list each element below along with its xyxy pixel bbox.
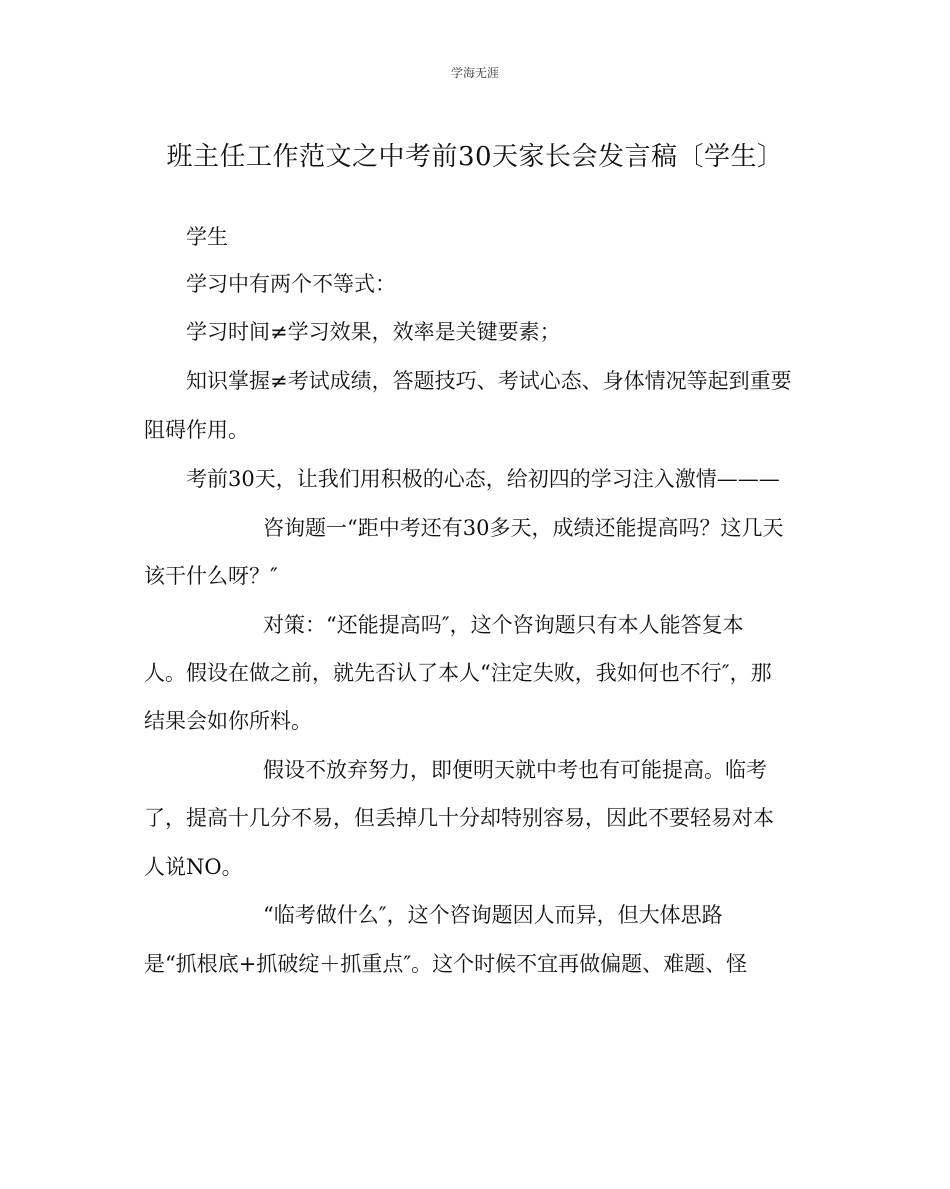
- document-title: 班主任工作范文之中考前30天家长会发言稿〔学生〕: [166, 142, 784, 172]
- paragraph-line: 该干什么呀？″: [144, 564, 278, 588]
- paragraph-line: 咨询题一“距中考还有30多天，成绩还能提高吗？这几天: [263, 516, 784, 540]
- paragraph-line: 结果会如你所料。: [144, 709, 312, 733]
- paragraph-line: 人说NO。: [144, 855, 243, 879]
- page-header: 学海无涯: [450, 66, 499, 80]
- paragraph-line: 学生: [186, 225, 228, 249]
- paragraph-line: 人。假设在做之前，就先否认了本人“注定失败，我如何也不行″，那: [144, 661, 772, 685]
- paragraph-line: 对策：“还能提高吗″，这个咨询题只有本人能答复本: [263, 613, 744, 637]
- paragraph-line: 知识掌握≠考试成绩，答题技巧、考试心态、身体情况等起到重要: [186, 369, 792, 393]
- paragraph-line: 学习中有两个不等式：: [186, 272, 396, 296]
- paragraph-line: 阻碍作用。: [144, 418, 249, 442]
- paragraph-line: “临考做什么″，这个咨询题因人而异，但大体思路: [263, 903, 723, 927]
- paragraph-line: 了，提高十几分不易，但丢掉几十分却特别容易，因此不要轻易对本: [144, 806, 774, 830]
- paragraph-line: 学习时间≠学习效果，效率是关键要素；: [186, 320, 561, 344]
- paragraph-line: 假设不放弃努力，即便明天就中考也有可能提高。临考: [263, 758, 767, 782]
- paragraph-line: 考前30天，让我们用积极的心态，给初四的学习注入激情———: [186, 467, 780, 491]
- paragraph-line: 是“抓根底+抓破绽＋抓重点″。这个时候不宜再做偏题、难题、怪: [144, 952, 748, 976]
